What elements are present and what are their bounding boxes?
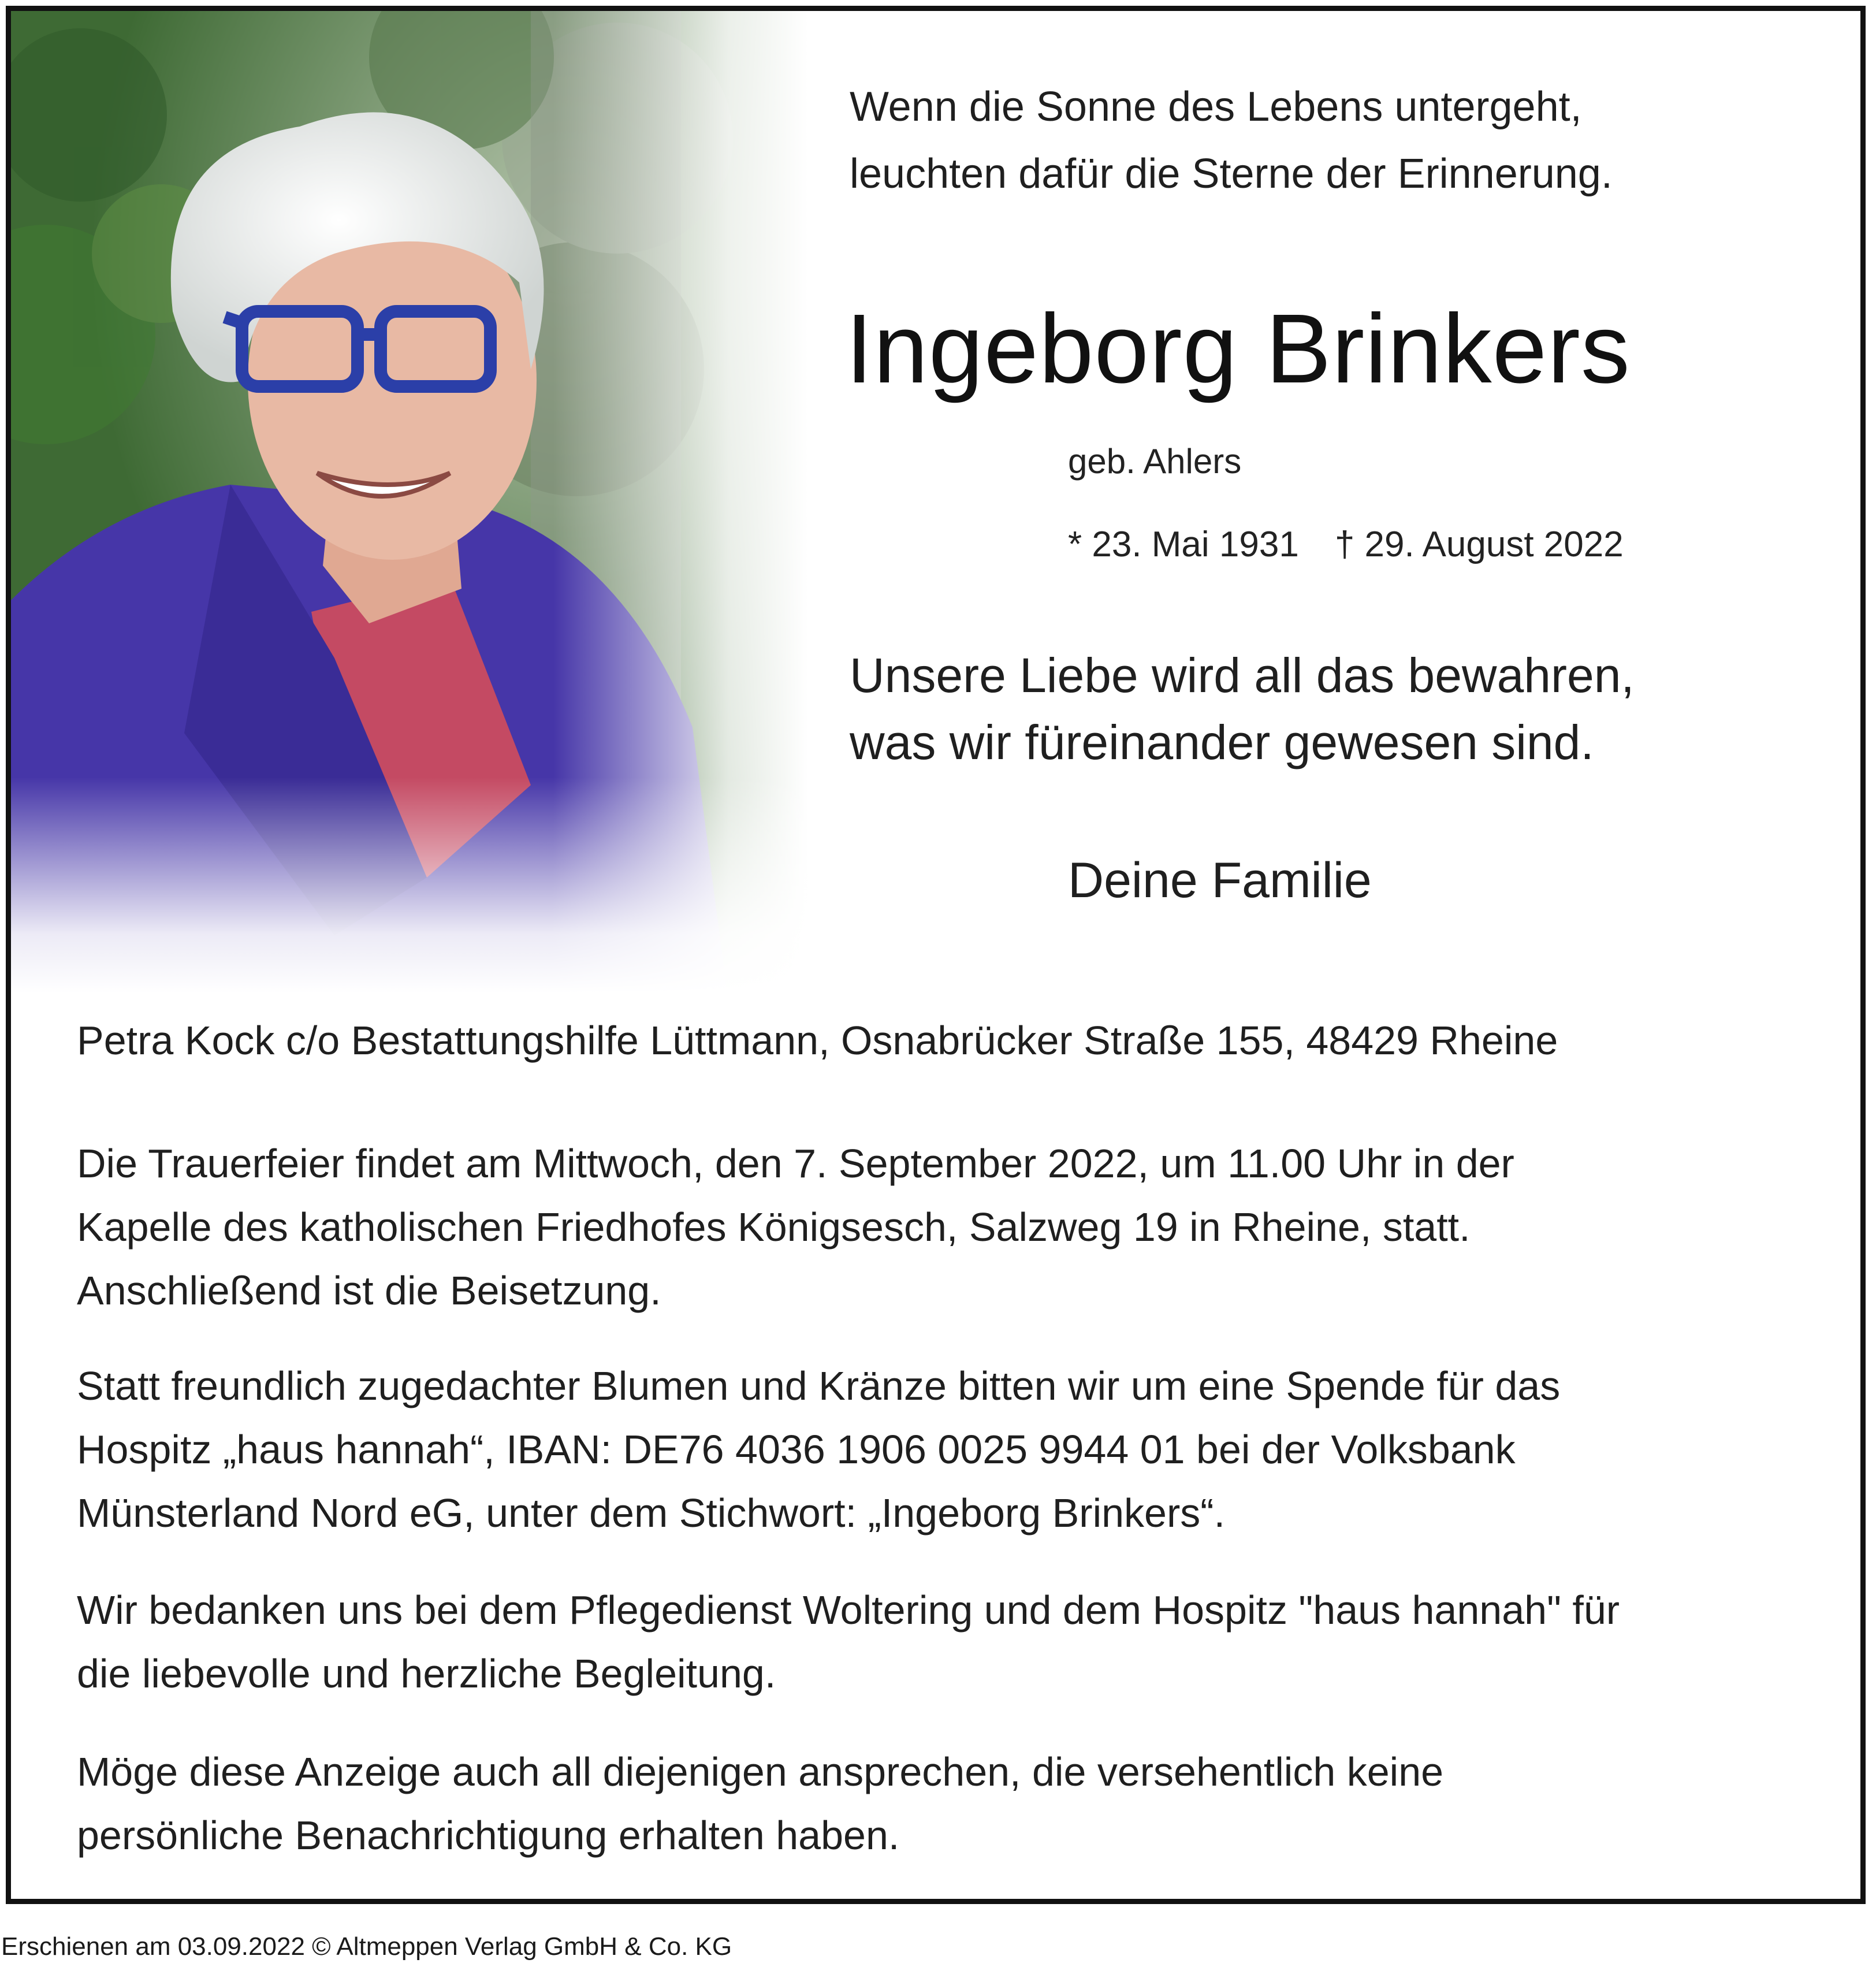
portrait-photo	[11, 11, 808, 993]
paragraph-line: Möge diese Anzeige auch all diejenigen ansprechen, die versehentlich keine	[77, 1749, 1444, 1794]
signature: Deine Familie	[1068, 853, 1372, 908]
contact-address: Petra Kock c/o Bestattungshilfe Lüttmann, Osnabrücker Straße 155, 48429 Rheine	[77, 1018, 1558, 1063]
life-dates	[1068, 522, 1624, 568]
paragraph-line: Kapelle des katholischen Friedhofes Königsesch, Salzweg 19 in Rheine, statt.	[77, 1204, 1471, 1250]
birth-date: * 23. Mai 1931	[1068, 525, 1299, 564]
donation-paragraph	[77, 1354, 1844, 1545]
family-quote	[850, 642, 1635, 776]
paragraph-line: Statt freundlich zugedachter Blumen und Kränze bitten wir um eine Spende für das	[77, 1363, 1561, 1408]
paragraph-line: Wir bedanken uns bei dem Pflegedienst Woltering und dem Hospitz "haus hannah" für	[77, 1587, 1620, 1633]
paragraph-line: Anschließend ist die Beisetzung.	[77, 1268, 661, 1313]
notice-paragraph	[77, 1740, 1844, 1867]
publication-footer: Erschienen am 03.09.2022 © Altmeppen Verlag GmbH & Co. KG	[1, 1932, 732, 1961]
death-date: † 29. August 2022	[1334, 525, 1624, 564]
motto-line: Wenn die Sonne des Lebens untergeht,	[850, 84, 1582, 130]
deceased-name: Ingeborg Brinkers	[846, 294, 1631, 404]
paragraph-line: Münsterland Nord eG, unter dem Stichwort: „Ingeborg Brinkers“.	[77, 1490, 1226, 1535]
thanks-paragraph	[77, 1578, 1844, 1705]
quote-line: was wir füreinander gewesen sind.	[850, 715, 1594, 769]
paragraph-line: Die Trauerfeier findet am Mittwoch, den 7. September 2022, um 11.00 Uhr in der	[77, 1141, 1514, 1186]
maiden-name: geb. Ahlers	[1068, 442, 1242, 481]
motto-verse	[850, 73, 1832, 207]
ceremony-paragraph	[77, 1132, 1844, 1322]
obituary-notice	[6, 6, 1866, 1904]
paragraph-line: persönliche Benachrichtigung erhalten haben.	[77, 1813, 900, 1858]
paragraph-line: die liebevolle und herzliche Begleitung.	[77, 1651, 776, 1696]
quote-line: Unsere Liebe wird all das bewahren,	[850, 648, 1635, 702]
motto-line: leuchten dafür die Sterne der Erinnerung.	[850, 151, 1613, 197]
paragraph-line: Hospitz „haus hannah“, IBAN: DE76 4036 1906 0025 9944 01 bei der Volksbank	[77, 1427, 1516, 1472]
